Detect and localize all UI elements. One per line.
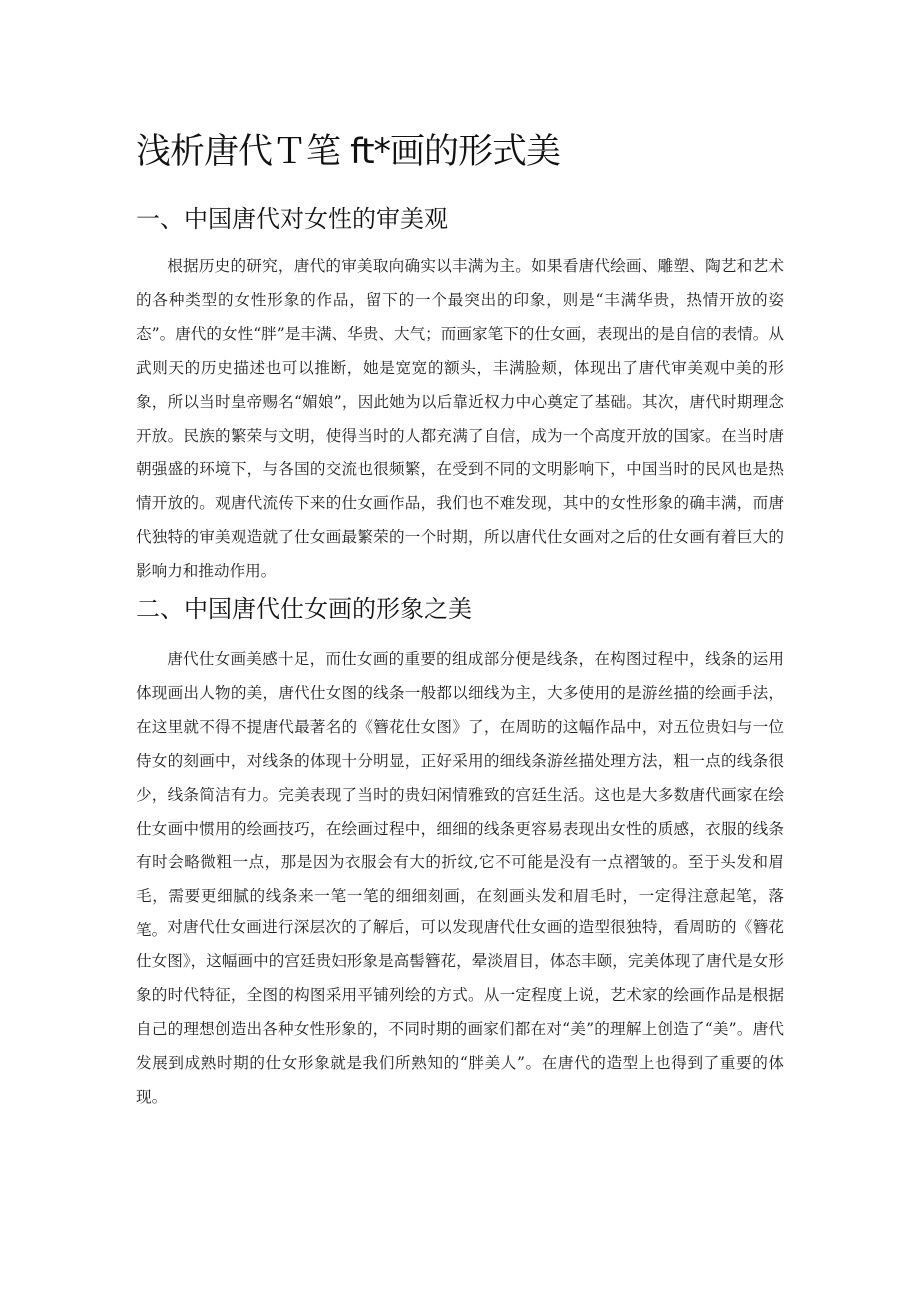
document-title: 浅析唐代Ｔ笔 ft*画的形式美 bbox=[136, 132, 561, 172]
section-1-paragraph-1: 根据历史的研究，唐代的审美取向确实以丰满为主。如果看唐代绘画、雕塑、陶艺和艺术的各种类型的女性形象的作品，留下的一个最突出的印象，则是“丰满华贵，热情开放的姿态”。唐代的女性“胖”是丰满、华贵、大气；而画家笔下的仕女画，表现出的是自信的表情。从武则天的历史描述也可以推断，她是宽宽的额头，丰满脸颊，体现出了唐代审美观中美的形象，所以当时皇帝赐名“媚娘”，因此她为以后靠近权力中心奠定了基础。其次，唐代时期理念开放。民族的繁荣与文明，使得当时的人都充满了自信，成为一个高度开放的国家。在当时唐朝强盛的环境下，与各国的交流也很频繁，在受到不同的文明影响下，中国当时的民风也是热情开放的。观唐代流传下来的仕女画作品，我们也不难发现，其中的女性形象的确丰满，而唐代独特的审美观造就了仕女画最繁荣的一个时期，所以唐代仕女画对之后的仕女画有着巨大的影响力和推动作用。 bbox=[136, 257, 784, 581]
section-2-paragraph-1: 唐代仕女画美感十足，而仕女画的重要的组成部分便是线条，在构图过程中，线条的运用体现画出人物的美，唐代仕女图的线条一般都以细线为主，大多使用的是游丝描的绘画手法，在这里就不得不提唐代最著名的《簪花仕女图》了，在周昉的这幅作品中，对五位贵妇与一位侍女的刻画中，对线条的体现十分明显，正好采用的细线条游丝描处理方法，粗一点的线条很少，线条简洁有力。完美表现了当时的贵妇闲情雅致的宫廷生活。这也是大多数唐代画家在绘仕女画中惯用的绘画技巧，在绘画过程中，细细的线条更容易表现出女性的质感，衣服的线条有时会略微粗一点，那是因为衣服会有大的折纹,它不可能是没有一点褶皱的。至于头发和眉毛，需要更细腻的线条来一笔一笔的细细刻画，在刻画头发和眉毛时，一定得注意起笔，落笔。 bbox=[136, 650, 784, 940]
section-2-paragraph-2: 对唐代仕女画进行深层次的了解后，可以发现唐代仕女画的造型很独特，看周昉的《簪花仕女图》，这幅画中的宫廷贵妇形象是高髻簪花，晕淡眉目，体态丰颐，完美体现了唐代是女形象的时代特征，全图的构图采用平铺列绘的方式。从一定程度上说，艺术家的绘画作品是根据自己的理想创造出各种女性形象的，不同时期的画家们都在对“美”的理解上创造了“美”。唐代发展到成熟时期的仕女形象就是我们所熟知的“胖美人”。在唐代的造型上也得到了重要的体现。 bbox=[136, 918, 784, 1106]
section-heading-1: 一、中国唐代对女性的审美观 bbox=[136, 205, 448, 233]
section-heading-2: 二、中国唐代仕女画的形象之美 bbox=[136, 595, 472, 623]
